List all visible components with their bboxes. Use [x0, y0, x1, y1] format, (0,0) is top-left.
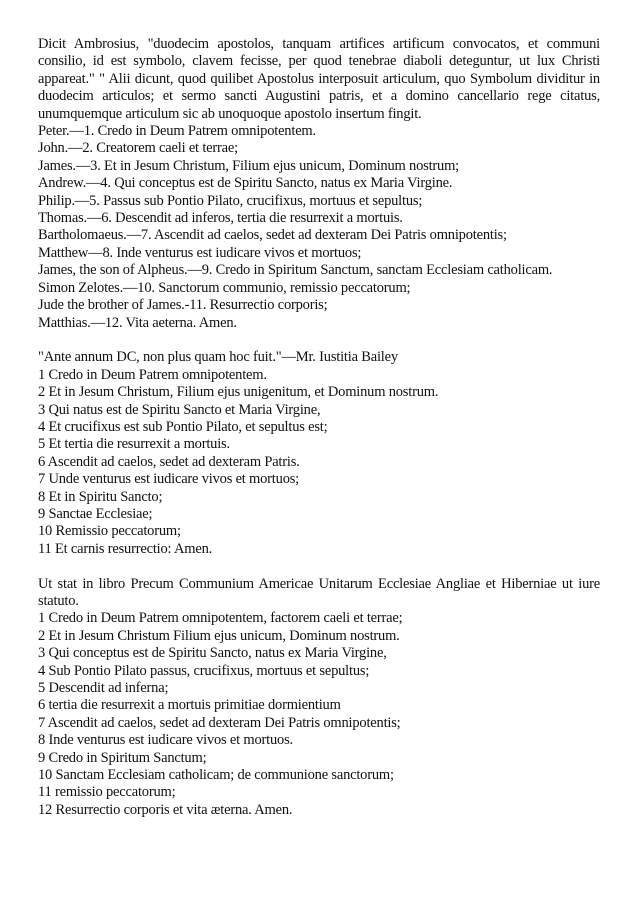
apostle-line: John.—2. Creatorem caeli et terrae; [38, 140, 238, 157]
prayer-line: 11 remissio peccatorum; [38, 784, 176, 801]
prayer-line: 7 Ascendit ad caelos, sedet ad dexteram Dei Patris omnipotentis; [38, 714, 401, 731]
apostle-line: Andrew.—4. Qui conceptus est de Spiritu Sancto, natus ex Maria Virgine. [38, 175, 453, 192]
apostle-line: Matthias.—12. Vita aeterna. Amen. [38, 314, 237, 331]
apostle-line: Jude the brother of James.-11. Resurrectio corporis; [38, 297, 328, 314]
apostle-line: James.—3. Et in Jesum Christum, Filium ejus unicum, Dominum nostrum; [38, 157, 459, 174]
section-spacer [38, 558, 600, 575]
ante-line: 1 Credo in Deum Patrem omnipotentem. [38, 366, 267, 383]
prayer-line: 8 Inde venturus est iudicare vivos et mortuos. [38, 732, 293, 749]
prayer-line: 10 Sanctam Ecclesiam catholicam; de communione sanctorum; [38, 767, 394, 784]
prayer-line: 4 Sub Pontio Pilato passus, crucifixus, mortuus et sepultus; [38, 662, 370, 679]
ante-line: 4 Et crucifixus est sub Pontio Pilato, et sepultus est; [38, 418, 328, 435]
ante-creed-section [38, 349, 600, 558]
ante-heading: "Ante annum DC, non plus quam hoc fuit."—Mr. Iustitia Bailey [38, 349, 398, 366]
prayer-heading: Ut stat in libro Precum Communium Americae Unitarum Ecclesiae Angliae et Hiberniae ut iure statuto. [38, 575, 600, 609]
apostle-line: Thomas.—6. Descendit ad inferos, tertia die resurrexit a mortuis. [38, 210, 403, 227]
prayer-line: 6 tertia die resurrexit a mortuis primitiae dormientium [38, 697, 341, 714]
apostle-line: Simon Zelotes.—10. Sanctorum communio, remissio peccatorum; [38, 279, 411, 296]
ante-line: 2 Et in Jesum Christum, Filium ejus unigenitum, et Dominum nostrum. [38, 384, 439, 401]
ante-line: 11 Et carnis resurrectio: Amen. [38, 540, 213, 557]
document-body [38, 36, 600, 819]
apostle-line: Matthew—8. Inde venturus est iudicare vivos et mortuos; [38, 244, 362, 261]
apostles-creed-list [38, 123, 600, 332]
section-spacer [38, 332, 600, 349]
apostle-line: James, the son of Alpheus.—9. Credo in Spiritum Sanctum, sanctam Ecclesiam catholicam. [38, 262, 553, 279]
ante-line: 7 Unde venturus est iudicare vivos et mortuos; [38, 471, 300, 488]
ante-line: 10 Remissio peccatorum; [38, 523, 181, 540]
ante-line: 5 Et tertia die resurrexit a mortuis. [38, 436, 230, 453]
apostle-line: Philip.—5. Passus sub Pontio Pilato, crucifixus, mortuus et sepultus; [38, 192, 423, 209]
prayer-line: 12 Resurrectio corporis et vita æterna. Amen. [38, 801, 293, 818]
ante-line: 6 Ascendit ad caelos, sedet ad dexteram Patris. [38, 453, 300, 470]
ante-line: 9 Sanctae Ecclesiae; [38, 505, 153, 522]
prayer-book-creed-section [38, 576, 600, 820]
apostle-line: Peter.—1. Credo in Deum Patrem omnipotentem. [38, 123, 316, 140]
prayer-line: 9 Credo in Spiritum Sanctum; [38, 749, 207, 766]
prayer-line: 1 Credo in Deum Patrem omnipotentem, factorem caeli et terrae; [38, 610, 403, 627]
prayer-line: 2 Et in Jesum Christum Filium ejus unicum, Dominum nostrum. [38, 627, 400, 644]
prayer-line: 3 Qui conceptus est de Spiritu Sancto, natus ex Maria Virgine, [38, 645, 387, 662]
apostle-line: Bartholomaeus.—7. Ascendit ad caelos, sedet ad dexteram Dei Patris omnipotentis; [38, 227, 507, 244]
ante-line: 3 Qui natus est de Spiritu Sancto et Maria Virgine, [38, 401, 321, 418]
intro-paragraph: Dicit Ambrosius, "duodecim apostolos, tanquam artifices artificum convocatos, et communi consilio, id est symbolo, clavem fecisse, per quod tenebrae diaboli deteguntur, ut lux Christi appareat." " Alii dicunt, quod quilibet Apostolus interposuit articulum, quo Symbolum dividitur in duodecim articulos; et sermo sancti Augustini patris, et a domino cancellario rege citatus, unumquemque articulum sic ab unoquoque apostolo insertum fingit. [38, 36, 600, 122]
ante-line: 8 Et in Spiritu Sancto; [38, 488, 163, 505]
prayer-line: 5 Descendit ad inferna; [38, 680, 169, 696]
